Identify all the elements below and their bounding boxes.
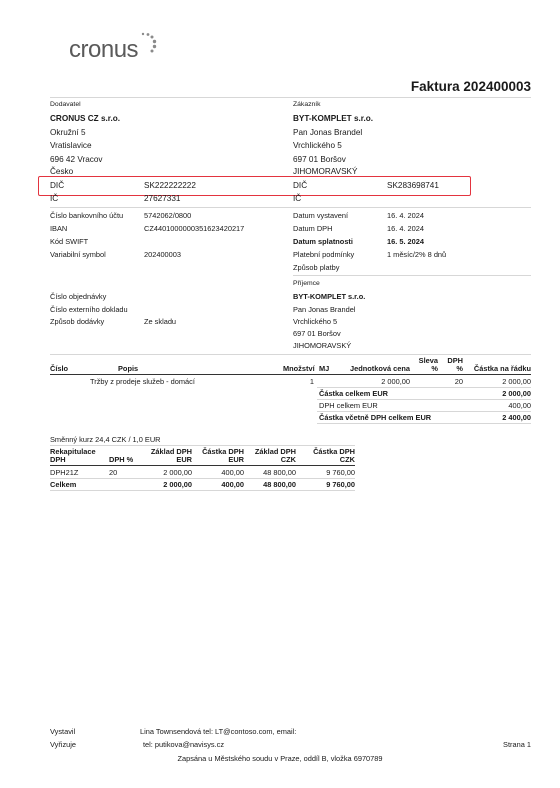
vat-summary-header: EUR — [176, 455, 192, 464]
supplier-dic-label: DIČ — [50, 181, 65, 190]
vat-summary-total: Celkem — [50, 480, 77, 489]
line-description: Tržby z prodeje služeb - domácí — [90, 377, 195, 386]
grand-total-value: 2 400,00 — [502, 413, 531, 422]
col-number-header: Číslo — [50, 364, 69, 373]
col-line-amount-header: Částka na řádku — [473, 364, 531, 373]
payment-label: Kód SWIFT — [50, 237, 89, 246]
recipient-line: Pan Jonas Brandel — [293, 305, 356, 314]
col-discount-header-unit: % — [431, 364, 438, 373]
vat-summary-header: DPH — [50, 455, 66, 464]
date-label: Platební podmínky — [293, 250, 355, 259]
col-unit-price-header: Jednotková cena — [350, 364, 410, 373]
order-label: Způsob dodávky — [50, 317, 105, 326]
recipient-name: BYT-KOMPLET s.r.o. — [293, 292, 366, 301]
payment-label: Variabilní symbol — [50, 250, 106, 259]
supplier-line: Česko — [50, 167, 74, 176]
customer-line: 697 01 Boršov — [293, 154, 346, 164]
vat-total-value: 400,00 — [508, 401, 531, 410]
issued-by-value: Lina Townsendová tel: LT@contoso.com, email: — [140, 727, 297, 736]
vat-summary-total: 400,00 — [221, 480, 244, 489]
customer-line: Vrchlického 5 — [293, 141, 342, 150]
logo-dots-icon — [140, 31, 160, 57]
col-quantity-header: Množství — [283, 364, 315, 373]
payment-value: 5742062/0800 — [144, 211, 192, 220]
customer-ic-label: IČ — [293, 194, 302, 203]
order-label: Číslo objednávky — [50, 292, 107, 301]
line-vat: 20 — [454, 377, 463, 386]
vat-summary-total: 2 000,00 — [163, 480, 192, 489]
order-value: Ze skladu — [144, 317, 177, 326]
page-number: Strana 1 — [503, 740, 531, 749]
line-unit-price: 2 000,00 — [381, 377, 410, 386]
supplier-name: CRONUS CZ s.r.o. — [50, 114, 121, 123]
exchange-rate: Směnný kurz 24,4 CZK / 1,0 EUR — [50, 435, 161, 444]
payment-value: 202400003 — [144, 250, 181, 259]
vat-summary-header: Základ DPH — [150, 447, 192, 456]
customer-line: JIHOMORAVSKÝ — [293, 167, 358, 176]
col-discount-header: Sleva — [418, 356, 438, 365]
payment-value: CZ4401000000351623420217 — [144, 224, 245, 233]
due-date-label: Datum splatnosti — [293, 237, 353, 246]
customer-line: Pan Jonas Brandel — [293, 127, 363, 137]
supplier-line: Okružní 5 — [50, 127, 86, 137]
vat-summary-cell: 400,00 — [221, 468, 244, 477]
grand-total-label: Částka včetně DPH celkem EUR — [319, 413, 432, 422]
vat-summary-header: Rekapitulace — [50, 447, 96, 456]
vat-summary-header: DPH % — [109, 455, 134, 464]
order-label: Číslo externího dokladu — [50, 305, 128, 314]
customer-label: Zákazník — [293, 101, 321, 108]
payment-label: Číslo bankovního účtu — [50, 211, 124, 220]
invoice-title: Faktura 202400003 — [410, 79, 531, 94]
vat-summary-cell: 2 000,00 — [163, 468, 192, 477]
line-quantity: 1 — [309, 377, 314, 386]
vat-summary-total: 9 760,00 — [326, 480, 355, 489]
col-description-header: Popis — [118, 364, 139, 373]
supplier-ic-label: IČ — [50, 194, 59, 203]
logo-text: cronus — [69, 36, 139, 63]
vat-summary-header: Částka DPH — [202, 447, 244, 456]
payment-label: IBAN — [50, 224, 68, 233]
supplier-ic-value: 27627331 — [144, 194, 181, 203]
due-date-value: 16. 5. 2024 — [387, 237, 424, 246]
supplier-label: Dodavatel — [50, 101, 81, 108]
line-amount: 2 000,00 — [502, 377, 531, 386]
issued-by-label: Vystavil — [50, 727, 76, 736]
recipient-label: Příjemce — [293, 280, 320, 287]
registry-note: Zapsána u Městského soudu v Praze, oddíl B, vložka 6970789 — [177, 754, 383, 763]
date-label: Datum vystavení — [293, 211, 349, 220]
date-value: 1 měsíc/2% 8 dnů — [387, 250, 447, 259]
supplier-dic-value: SK222222222 — [144, 181, 196, 190]
col-vat-header-unit: % — [456, 364, 463, 373]
date-label: Způsob platby — [293, 263, 340, 272]
recipient-line: Vrchlického 5 — [293, 317, 338, 326]
total-value: 2 000,00 — [502, 389, 531, 398]
date-label: Datum DPH — [293, 224, 333, 233]
customer-name: BYT-KOMPLET s.r.o. — [293, 114, 374, 123]
customer-dic-label: DIČ — [293, 181, 308, 190]
vat-summary-header: CZK — [339, 455, 355, 464]
vat-summary-cell: 9 760,00 — [326, 468, 355, 477]
vat-summary-header: CZK — [280, 455, 296, 464]
total-label: Částka celkem EUR — [319, 389, 389, 398]
vat-summary-cell: DPH21Z — [50, 468, 79, 477]
date-value: 16. 4. 2024 — [387, 224, 424, 233]
customer-dic-value: SK283698741 — [387, 181, 439, 190]
vat-summary-header: EUR — [228, 455, 244, 464]
col-unit-header: MJ — [319, 364, 330, 373]
date-value: 16. 4. 2024 — [387, 211, 424, 220]
vat-total-label: DPH celkem EUR — [319, 401, 378, 410]
vat-summary-header: Základ DPH — [254, 447, 296, 456]
recipient-line: 697 01 Boršov — [293, 329, 341, 338]
handled-by-label: Vyřizuje — [50, 740, 77, 749]
supplier-line: Vratislavice — [50, 141, 92, 150]
vat-summary-header: Částka DPH — [313, 447, 355, 456]
vat-summary-total: 48 800,00 — [263, 480, 296, 489]
handled-by-value: tel: putikova@navisys.cz — [143, 740, 225, 749]
recipient-line: JIHOMORAVSKÝ — [293, 341, 352, 350]
supplier-line: 696 42 Vracov — [50, 154, 103, 164]
company-logo — [69, 36, 138, 64]
vat-summary-cell: 48 800,00 — [263, 468, 296, 477]
vat-summary-cell: 20 — [109, 468, 118, 477]
col-vat-header: DPH — [447, 356, 463, 365]
